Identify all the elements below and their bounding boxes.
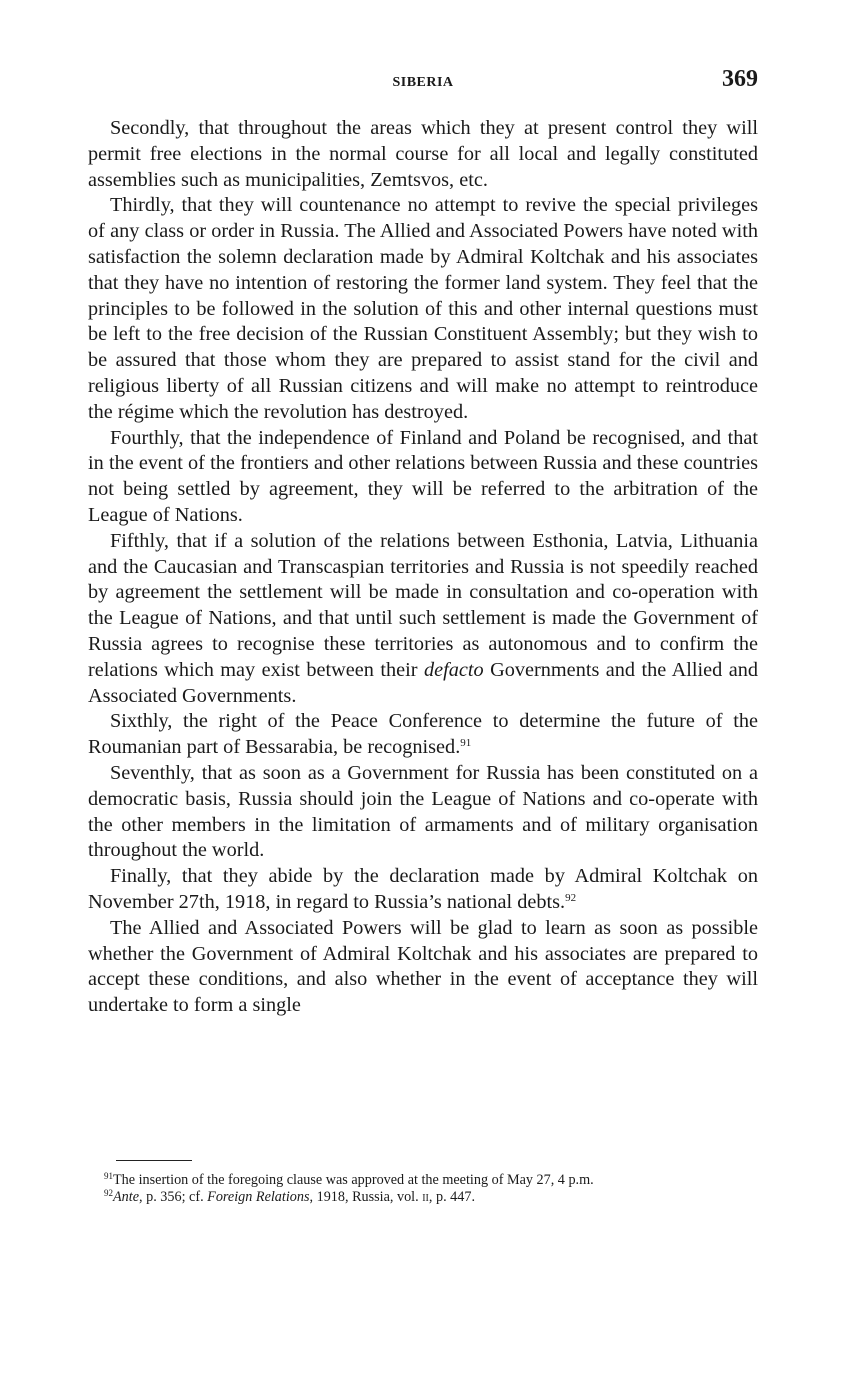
paragraph-text: Seventhly, that as soon as a Government for Russia has been constituted on a democratic basis, Russia should join the League of Nations and co-operate with the other members in the limitation of armaments and of military organisation throughout the world. — [88, 761, 758, 862]
footnote-91 — [88, 1172, 758, 1189]
paragraph-text: Secondly, that throughout the areas which they at present control they will permit free elections in the normal course for all local and legally constituted assemblies such as municipalities, Zemtsvos, etc. — [88, 117, 758, 191]
paragraph-text: Sixthly, the right of the Peace Conference to determine the future of the Roumanian part of Bessarabia, be recognised. — [88, 710, 758, 759]
footnote-italic: Foreign Relations — [207, 1188, 310, 1205]
paragraph-seventhly — [88, 761, 758, 864]
footnote-number: 91 — [104, 1171, 113, 1181]
footnote-ref[interactable]: 91 — [460, 737, 472, 750]
paragraph-text: Fifthly, that if a solution of the relations between Esthonia, Latvia, Lithuania and the Caucasian and Transcaspian territories and Russia is not speedily reached by agreement the settlement will be made in consultation and co-operation with the League of Nations, and that until such settlement is made the Government of Russia agrees to recognise these territories as autonomous and to confirm the relations which may exist between their — [88, 529, 758, 681]
footnote-number: 92 — [104, 1187, 113, 1198]
paragraph-fourthly — [88, 426, 758, 529]
paragraph-text: Governments and the Allied and Associated Governments. — [88, 658, 758, 707]
footnote-text: The insertion of the foregoing clause was approved at the meeting of May 27, 4 p.m. — [113, 1172, 594, 1188]
footnote-ref[interactable]: 92 — [565, 891, 577, 904]
footnote-92 — [88, 1189, 758, 1206]
paragraph-fifthly — [88, 529, 758, 710]
paragraph-sixthly — [88, 709, 758, 761]
footnote-volume: ii — [422, 1188, 429, 1205]
paragraph-closing — [88, 916, 758, 1019]
page-header — [88, 64, 758, 100]
page-number: 369 — [722, 66, 758, 92]
paragraph-secondly — [88, 116, 758, 193]
running-head: SIBERIA — [392, 75, 454, 90]
paragraph-finally — [88, 864, 758, 916]
footnotes — [88, 1172, 758, 1205]
footnote-text: , 1918, Russia, vol. — [309, 1188, 423, 1205]
paragraph-thirdly — [88, 193, 758, 425]
paragraph-text: Finally, that they abide by the declaration made by Admiral Koltchak on November 27th, 1918, in regard to Russia’s national debts. — [88, 865, 758, 913]
footnote-italic: Ante — [113, 1188, 139, 1205]
italic-term: defacto — [423, 658, 484, 681]
paragraph-text: Thirdly, that they will countenance no attempt to revive the special privileges of any class or order in Russia. The Allied and Associated Powers have noted with satisfaction the solemn declaration made by Admiral Koltchak and his associates that they have no intention of restoring the former land system. They feel that the principles to be followed in the solution of this and other internal questions must be left to the free decision of the Russian Constituent Assembly; but they wish to be assured that those whom they are prepared to assist stand for the civil and religious liberty of all Russian citizens and will make no attempt to reintroduce the régime which the revolution has destroyed. — [88, 194, 758, 423]
paragraph-text: Fourthly, that the independence of Finland and Poland be recognised, and that in the event of the frontiers and other relations between Russia and these countries not being settled by agreement, they will be referred to the arbitration of the League of Nations. — [88, 426, 758, 526]
footnote-text: , p. 356; cf. — [139, 1188, 208, 1205]
paragraph-text: The Allied and Associated Powers will be glad to learn as soon as possible whether the Government of Admiral Koltchak and his associates are prepared to accept these conditions, and also whether in the event of acceptance they will undertake to form a single — [88, 916, 758, 1017]
footnote-text: , p. 447. — [428, 1188, 475, 1205]
body-text — [88, 116, 758, 1019]
footnote-divider — [116, 1160, 192, 1161]
